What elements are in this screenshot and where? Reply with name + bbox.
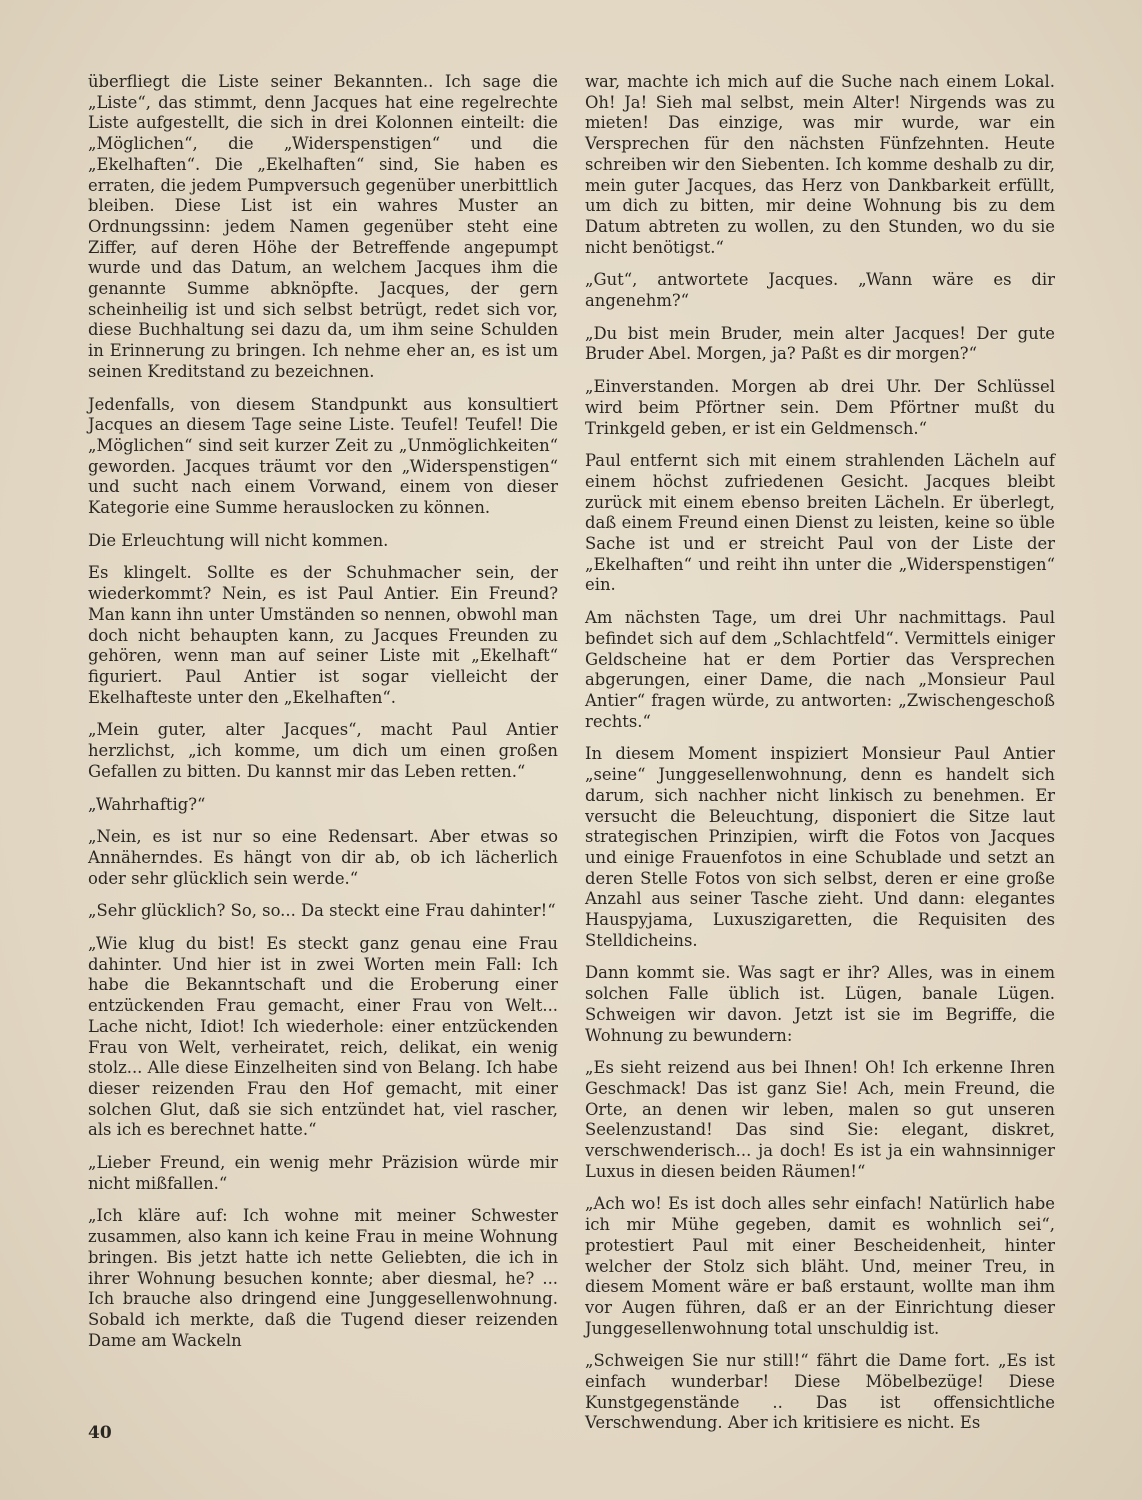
paragraph: Paul entfernt sich mit einem strahlenden Lächeln auf einem höchst zufriedenen Gesicht. Jacques bleibt zurück mit einem ebenso breiten Lächeln. Er überlegt, daß einem Freund einen Dienst zu leisten, keine so üble Sache ist und er streicht Paul von der Liste der „Ekelhaften“ und reiht ihn unter die „Widerspenstigen“ ein. bbox=[585, 451, 1055, 595]
paragraph: „Schweigen Sie nur still!“ fährt die Dame fort. „Es ist einfach wunderbar! Diese Möbelbezüge! Diese Kunstgegenstände .. Das ist offensichtliche Verschwendung. Aber ich kritisiere es nicht. Es bbox=[585, 1351, 1055, 1433]
paragraph: „Lieber Freund, ein wenig mehr Präzision würde mir nicht mißfallen.“ bbox=[88, 1153, 558, 1193]
paragraph: „Mein guter, alter Jacques“, macht Paul Antier herzlichst, „ich komme, um dich um einen großen Gefallen zu bitten. Du kannst mir das Leben retten.“ bbox=[88, 720, 558, 781]
paragraph: Dann kommt sie. Was sagt er ihr? Alles, was in einem solchen Falle üblich ist. Lügen, banale Lügen. Schweigen wir davon. Jetzt ist sie im Begriffe, die Wohnung zu bewundern: bbox=[585, 963, 1055, 1045]
paragraph: „Sehr glücklich? So, so... Da steckt eine Frau dahinter!“ bbox=[88, 901, 556, 921]
page-number: 40 bbox=[88, 1423, 112, 1443]
paragraph: „Wie klug du bist! Es steckt ganz genau eine Frau dahinter. Und hier ist in zwei Worten mein Fall: Ich habe die Bekanntschaft und die Eroberung einer entzückenden Frau gemacht, einer Frau von Welt... Lache nicht, Idiot! Ich wiederhole: einer entzückenden Frau von Welt, verheiratet, reich, delikat, ein wenig stolz... Alle diese Einzelheiten sind von Belang. Ich habe dieser reizenden Frau den Hof gemacht, mit einer solchen Glut, daß sie sich entzündet hat, viel rascher, als ich es berechnet hatte.“ bbox=[88, 934, 558, 1140]
paragraph: überfliegt die Liste seiner Bekannten.. Ich sage die „Liste“, das stimmt, denn Jacques hat eine regelrechte Liste aufgestellt, die sich in drei Kolonnen einteilt: die „Möglichen“, die „Widerspenstigen“ und die „Ekelhaften“. Die „Ekelhaften“ sind, Sie haben es erraten, die jedem Pumpversuch gegenüber unerbittlich bleiben. Diese List ist ein wahres Muster an Ordnungssinn: jedem Namen gegenüber steht eine Ziffer, auf deren Höhe der Betreffende angepumpt wurde und das Datum, an welchem Jacques ihm die genannte Summe abknöpfte. Jacques, der gern scheinheilig ist und sich selbst betrügt, redet sich vor, diese Buchhaltung sei dazu da, um ihm seine Schulden in Erinnerung zu bringen. Ich nehme eher an, es ist um seinen Kreditstand zu bezeichnen. bbox=[88, 72, 558, 381]
left-column bbox=[88, 72, 558, 1363]
paragraph: In diesem Moment inspiziert Monsieur Paul Antier „seine“ Junggesellenwohnung, denn es handelt sich darum, sich nachher nicht linkisch zu benehmen. Er versucht die Beleuchtung, disponiert die Sitze laut strategischen Prinzipien, wirft die Fotos von Jacques und einige Frauenfotos in eine Schublade und setzt an deren Stelle Fotos von sich selbst, deren er eine große Anzahl aus seiner Tasche zieht. Und dann: elegantes Hauspyjama, Luxuszigaretten, die Requisiten des Stelldicheins. bbox=[585, 744, 1055, 950]
paragraph: war, machte ich mich auf die Suche nach einem Lokal. Oh! Ja! Sieh mal selbst, mein Alter! Nirgends was zu mieten! Das einzige, was mir wurde, war ein Versprechen für den nächsten Fünfzehnten. Heute schreiben wir den Siebenten. Ich komme deshalb zu dir, mein guter Jacques, das Herz von Dankbarkeit erfüllt, um dich zu bitten, mir deine Wohnung bis zu dem Datum abtreten zu wollen, zu den Stunden, wo du sie nicht benötigst.“ bbox=[585, 72, 1055, 257]
paragraph: „Du bist mein Bruder, mein alter Jacques! Der gute Bruder Abel. Morgen, ja? Paßt es dir morgen?“ bbox=[585, 323, 1055, 364]
paragraph: Am nächsten Tage, um drei Uhr nachmittags. Paul befindet sich auf dem „Schlachtfeld“. Vermittels einiger Geldscheine hat er dem Portier das Versprechen abgerungen, einer Dame, die nach „Monsieur Paul Antier“ fragen würde, zu antworten: „Zwischengeschoß rechts.“ bbox=[585, 608, 1055, 731]
paragraph: „Gut“, antwortete Jacques. „Wann wäre es dir angenehm?“ bbox=[585, 270, 1055, 311]
paragraph: Es klingelt. Sollte es der Schuhmacher sein, der wiederkommt? Nein, es ist Paul Antier. Ein Freund? Man kann ihn unter Umständen so nennen, obwohl man doch nicht behaupten kann, zu Jacques Freunden zu gehören, wenn man auf seiner Liste mit „Ekelhaft“ figuriert. Paul Antier ist sogar vielleicht der Ekelhafteste unter den „Ekelhaften“. bbox=[88, 563, 558, 707]
right-column bbox=[585, 72, 1055, 1446]
paragraph: Die Erleuchtung will nicht kommen. bbox=[88, 530, 389, 550]
paragraph: „Ich kläre auf: Ich wohne mit meiner Schwester zusammen, also kann ich keine Frau in meine Wohnung bringen. Bis jetzt hatte ich nette Geliebten, die ich in ihrer Wohnung besuchen konnte; aber diesmal, he? ... Ich brauche also dringend eine Junggesellenwohnung. Sobald ich merkte, daß die Tugend dieser reizenden Dame am Wackeln bbox=[88, 1206, 558, 1350]
paragraph: „Nein, es ist nur so eine Redensart. Aber etwas so Annäherndes. Es hängt von dir ab, ob ich lächerlich oder sehr glücklich sein werde.“ bbox=[88, 827, 558, 888]
paragraph: „Einverstanden. Morgen ab drei Uhr. Der Schlüssel wird beim Pförtner sein. Dem Pförtner mußt du Trinkgeld geben, er ist ein Geldmensch.“ bbox=[585, 377, 1055, 438]
paragraph: „Ach wo! Es ist doch alles sehr einfach! Natürlich habe ich mir Mühe gegeben, damit es wohnlich sei“, protestiert Paul mit einer Bescheidenheit, hinter welcher der Stolz sich bläht. Und, meiner Treu, in diesem Moment wäre er baß erstaunt, wollte man ihm vor Augen führen, daß er an der Einrichtung dieser Junggesellenwohnung total unschuldig ist. bbox=[585, 1194, 1055, 1338]
paragraph: „Es sieht reizend aus bei Ihnen! Oh! Ich erkenne Ihren Geschmack! Das ist ganz Sie! Ach, mein Freund, die Orte, an denen wir leben, malen so gut unseren Seelenzustand! Das sind Sie: elegant, diskret, verschwenderisch... ja doch! Es ist ja ein wahnsinniger Luxus in diesen beiden Räumen!“ bbox=[585, 1058, 1055, 1181]
paragraph: Jedenfalls, von diesem Standpunkt aus konsultiert Jacques an diesem Tage seine Liste. Teufel! Teufel! Die „Möglichen“ sind seit kurzer Zeit zu „Unmöglichkeiten“ geworden. Jacques träumt vor den „Widerspenstigen“ und sucht nach einem Vorwand, einem von dieser Kategorie eine Summe herauslocken zu können. bbox=[88, 394, 558, 518]
paragraph: „Wahrhaftig?“ bbox=[88, 794, 206, 814]
